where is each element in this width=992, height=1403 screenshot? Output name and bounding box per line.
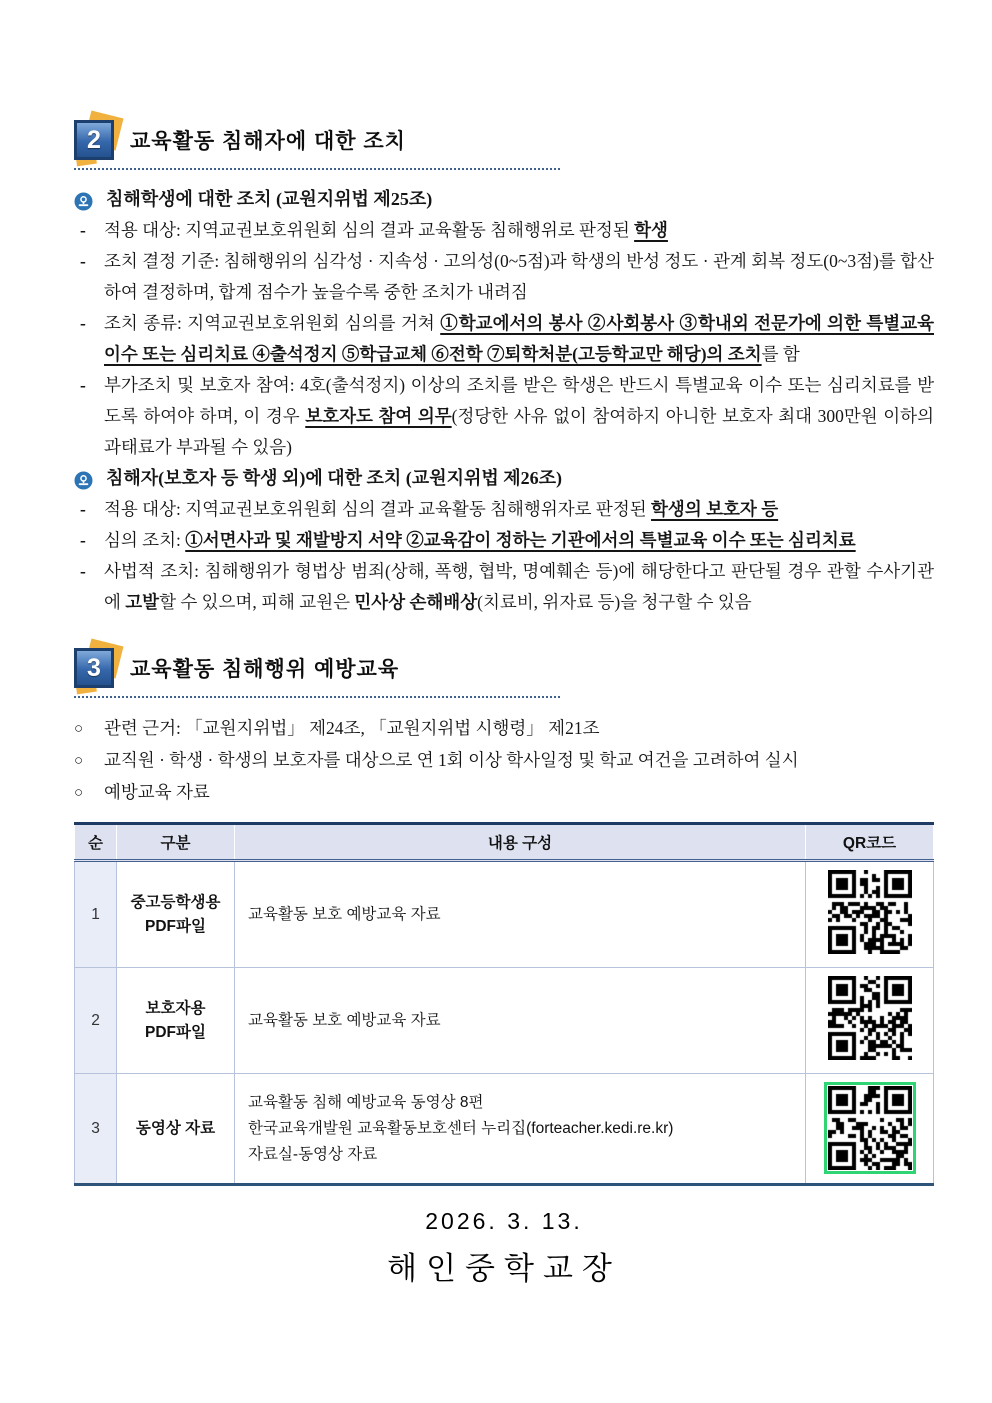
badge-number: 3 [74,648,114,688]
section-title: 교육활동 침해행위 예방교육 [130,658,400,681]
item-text [104,530,856,550]
text-segment: 침해학생에 대한 조치 (교원지위법 제25조) [106,189,433,209]
dash-bullet: - [80,561,86,581]
table-row [75,968,934,1074]
list-item [74,463,934,494]
dash-bullet: - [80,499,86,519]
item-text [104,313,934,364]
dash-bullet: - [80,530,86,550]
category-cell [117,861,235,968]
qr-code-guardian-pdf-image [828,976,912,1060]
text-segment: 적용 대상: 지역교권보호위원회 심의 결과 교육활동 침해행위로 판정된 [104,220,635,240]
text-segment: 침해자(보호자 등 학생 외)에 대한 조치 (교원지위법 제26조) [106,468,563,488]
dash-bullet: - [80,251,86,271]
content-cell [235,968,806,1074]
section-2 [74,120,934,618]
column-header: 순 [75,824,117,861]
qr-cell [806,1074,934,1185]
text-segment: 민사상 손해배상 [354,592,478,612]
content-line: 교육활동 보호 예방교육 자료 [248,1011,441,1029]
category-line: 중고등학생용 [130,893,221,911]
content-line: 자료실-동영상 자료 [248,1145,378,1163]
dash-bullet: - [80,375,86,395]
column-header: 구분 [117,824,235,861]
ring-bullet-icon: ○ [74,785,84,801]
category-line: 보호자용 [145,999,206,1017]
text-segment: 조치 결정 기준: 침해행위의 심각성 · 지속성 · 고의성(0~5점)과 학생의 반성 정도 · 관계 회복 정도(0~3점)를 합산하여 결정하며, 합계 점수가 높을수록 중한 조치가 내려짐 [104,251,934,302]
ring-bullet-icon: ○ [74,721,84,737]
content-line: 교육활동 침해 예방교육 동영상 8편 [248,1093,484,1111]
list-item [74,494,934,525]
list-item [74,215,934,246]
text-segment: (치료비, 위자료 등)을 청구할 수 있음 [477,592,752,612]
ring-bullet-icon: ○ [74,753,84,769]
list-item [74,370,934,463]
list-item [74,525,934,556]
table-row [75,1074,934,1185]
item-text [104,375,934,457]
text-segment: 조치 종류: 지역교권보호위원회 심의를 거쳐 [104,313,441,333]
table-header-row [75,824,934,861]
text-segment: ①서면사과 및 재발방지 서약 ②교육감이 정하는 기관에서의 특별교육 이수 또는 심리치료 [185,530,856,550]
column-header: QR코드 [806,824,934,861]
content-line: 교육활동 보호 예방교육 자료 [248,905,441,923]
badge-number: 2 [74,120,114,160]
table-head [75,824,934,861]
section-header [74,648,560,698]
text-segment: 예방교육 자료 [104,782,210,802]
text-segment: 를 함 [761,344,800,364]
text-segment: 고발 [125,592,160,612]
row-number-cell: 3 [75,1074,117,1185]
text-segment: ①학교에서의 봉사 ②사회봉사 ③학내외 전문가에 의한 특별교육 이수 또는 심리치료 ④출석정지 ⑤학급교체 ⑥전학 ⑦퇴학처분(고등학교만 해당)의 조치 [104,313,935,364]
qr-cell [806,861,934,968]
category-cell [117,1074,235,1185]
qr-cell [806,968,934,1074]
text-segment: 사법적 조치: 침해행위가 형법상 범죄(상해, 폭행, 협박, 명예훼손 등)에 해당한다고 판단될 경우 관할 수사기관에 [104,561,934,612]
qr-code-student-pdf [828,870,912,954]
dash-bullet: - [80,313,86,333]
qr-code-video [824,1082,916,1174]
item-text [106,189,432,209]
category-line: PDF파일 [145,917,206,935]
text-segment: 관련 근거: 「교원지위법」 제24조, 「교원지위법 시행령」 제21조 [104,718,600,738]
category-line: PDF파일 [145,1023,206,1041]
item-text [104,561,934,612]
document-footer [74,1208,934,1288]
list-item [74,776,934,808]
text-segment: 할 수 있으며, 피해 교원은 [159,592,355,612]
item-text [104,782,210,802]
category-cell [117,968,235,1074]
item-text [104,499,778,519]
signer-title: 해인중학교장 [387,1251,621,1286]
qr-code-student-pdf-image [828,870,912,954]
section-header [74,120,560,170]
text-segment: 학생 [634,220,668,240]
text-segment: 부가조치 및 보호자 참여: 4호(출석정지) 이상의 조치를 받은 학생은 반드시 특별교육 이수 또는 심리치료를 받도록 하여야 하며, 이 경우 [104,375,934,426]
content-cell [235,1074,806,1185]
section-title: 교육활동 침해자에 대한 조치 [130,130,406,153]
list-item [74,556,934,618]
numbered-badge [74,648,114,688]
section-3 [74,648,934,808]
text-segment: 적용 대상: 지역교권보호위원회 심의 결과 교육활동 침해행위자로 판정된 [104,499,652,519]
text-segment: 교직원 · 학생 · 학생의 보호자를 대상으로 연 1회 이상 학사일정 및 학교 여건을 고려하여 실시 [104,750,799,770]
content-cell [235,861,806,968]
column-header: 내용 구성 [235,824,806,861]
list-item [74,712,934,744]
section-items [74,184,934,618]
item-text [104,220,668,240]
list-item [74,744,934,776]
text-segment: (정당한 사유 없이 참여하지 아니한 보호자 최대 300만원 이하의 과태료가 부과될 수 있음) [104,406,934,457]
list-item [74,184,934,215]
category-line: 동영상 자료 [135,1119,216,1137]
list-item [74,308,934,370]
table-body [75,861,934,1185]
item-text [104,750,799,770]
text-segment: 학생의 보호자 등 [651,499,779,519]
item-text [106,468,562,488]
text-segment: 보호자도 참여 의무 [305,406,452,426]
dash-bullet: - [80,220,86,240]
section-items [74,712,934,808]
qr-code-video-image [828,1086,912,1170]
prevention-materials-table [74,822,934,1186]
document-date: 2026. 3. 13. [425,1208,583,1234]
row-number-cell: 1 [75,861,117,968]
numbered-badge [74,120,114,160]
qr-code-guardian-pdf [828,976,912,1060]
content-line: 한국교육개발원 교육활동보호센터 누리집(forteacher.kedi.re.kr) [248,1119,674,1137]
prevention-materials-table-wrap [74,822,934,1186]
item-text [104,718,600,738]
list-item [74,246,934,308]
table-row [75,861,934,968]
sections-container [74,120,934,808]
item-text [104,251,934,302]
row-number-cell: 2 [75,968,117,1074]
text-segment: 심의 조치: [104,530,186,550]
